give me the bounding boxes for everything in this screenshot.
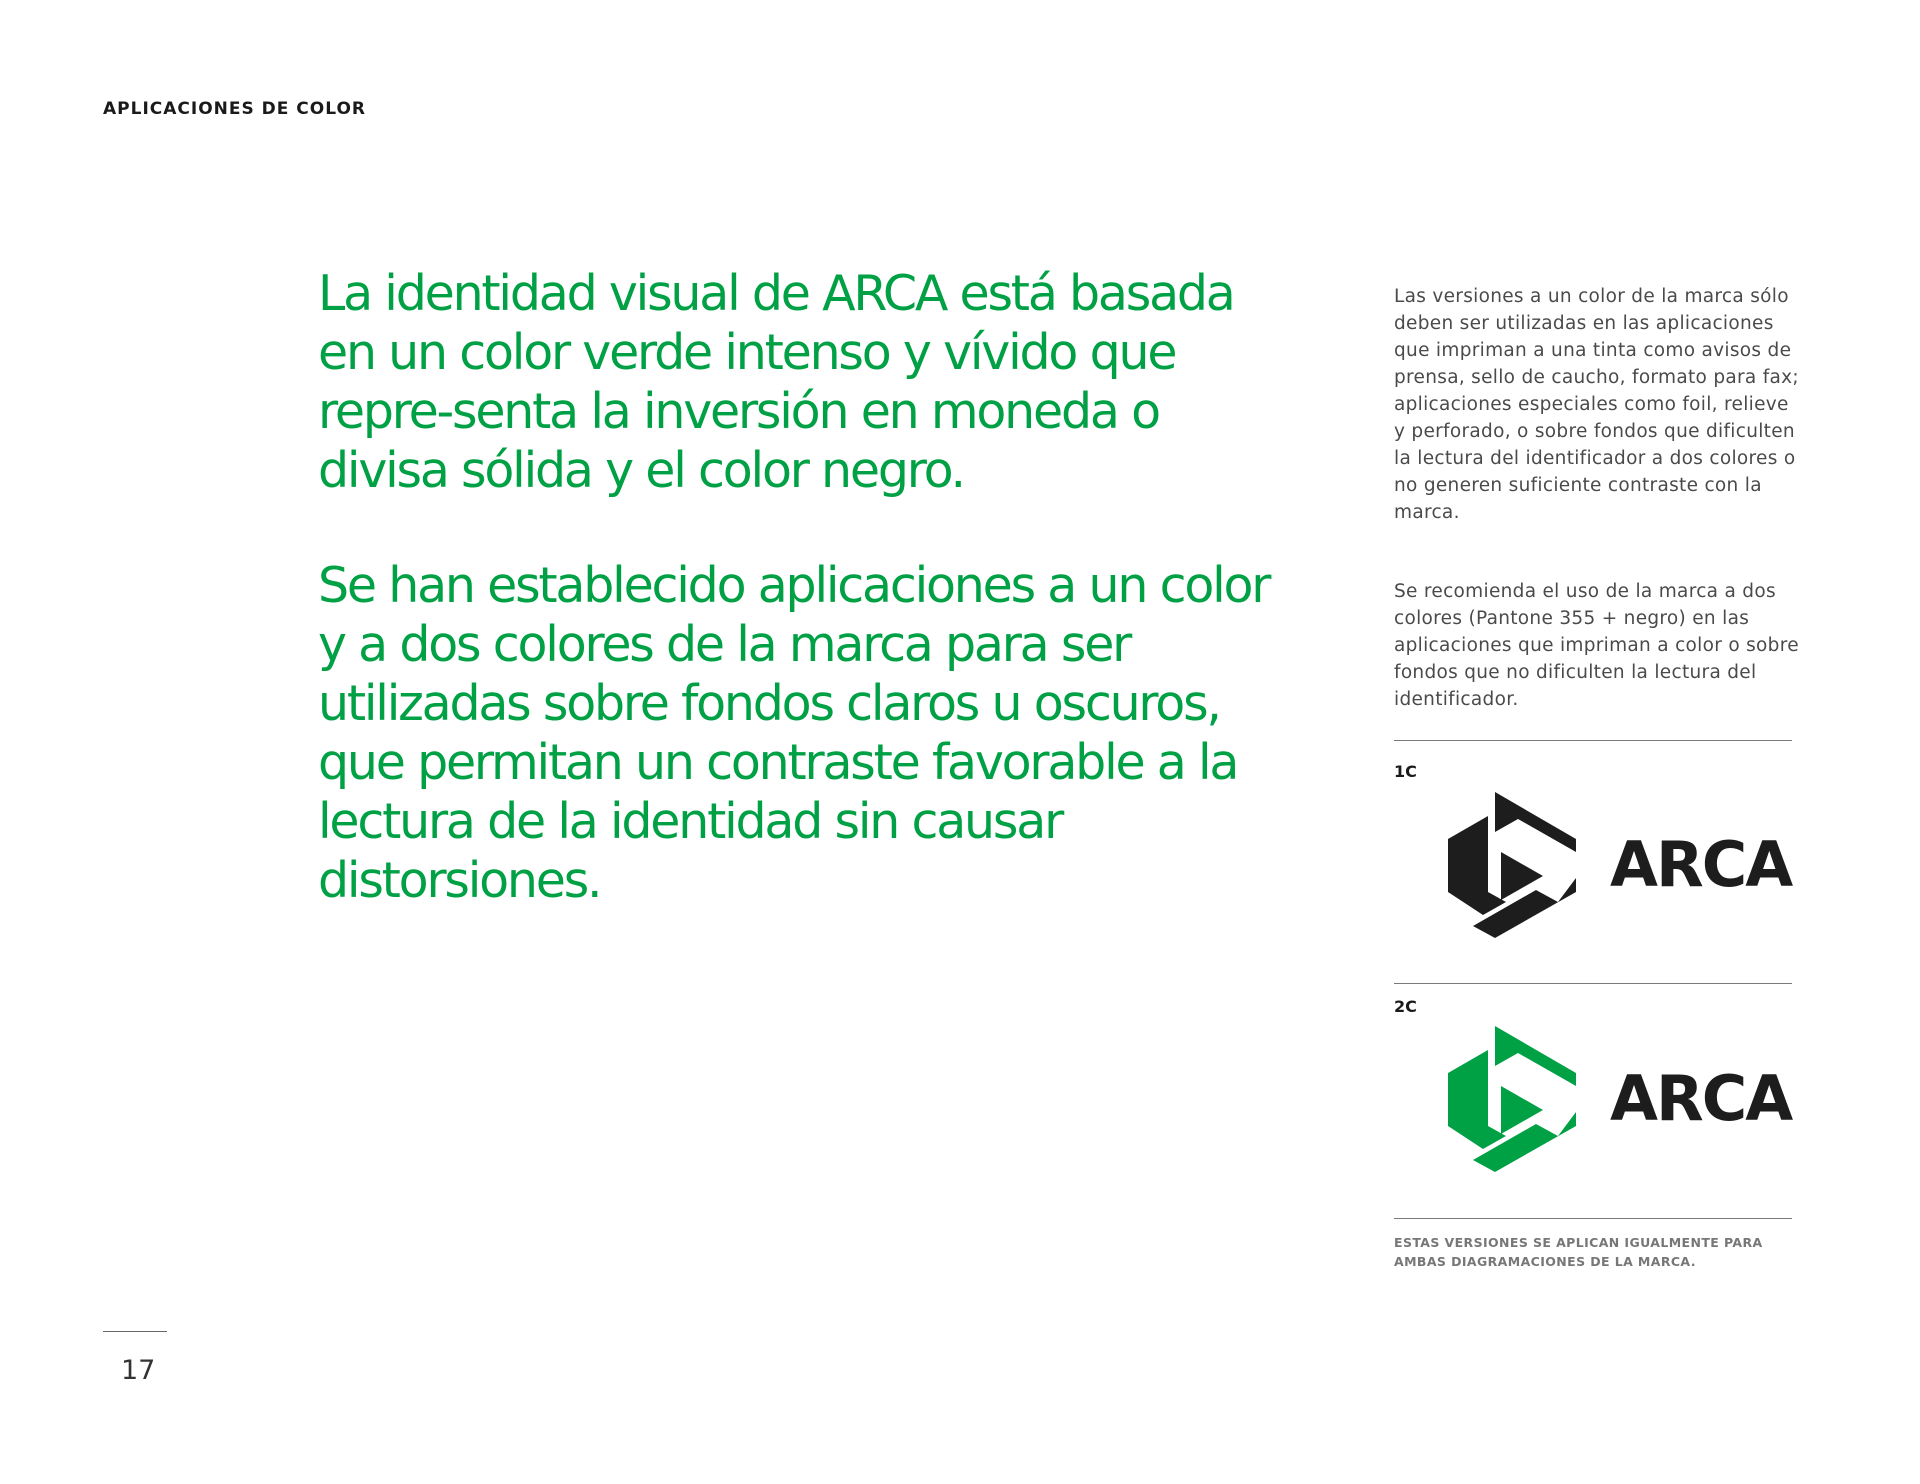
divider bbox=[1394, 1218, 1792, 1219]
arca-emblem-icon bbox=[1448, 1026, 1578, 1172]
wordmark: ARCA bbox=[1610, 828, 1792, 901]
wordmark: ARCA bbox=[1610, 1062, 1792, 1135]
lead-paragraph-1: La identidad visual de ARCA está basada en un color verde intenso y vívido que repre-senta la inversión en moneda o divisa sólida y el color negro. bbox=[318, 265, 1234, 499]
arca-emblem-icon bbox=[1448, 792, 1578, 938]
sidebar-paragraph-1: Las versiones a un color de la marca sólo deben ser utilizadas en las aplicaciones que impriman a una tinta como avisos de prensa, sello de caucho, formato para fax; aplicaciones especiales como foil, relieve y perforado, o sobre fondos que dificulten la lectura del identificador a dos colores o no generen suficiente contraste con la marca. bbox=[1394, 286, 1799, 523]
footnote: ESTAS VERSIONES SE APLICAN IGUALMENTE PARA AMBAS DIAGRAMACIONES DE LA MARCA. bbox=[1394, 1235, 1763, 1269]
section-title: APLICACIONES DE COLOR bbox=[103, 99, 367, 119]
page-number: 17 bbox=[121, 1355, 156, 1386]
sidebar-paragraph-2: Se recomienda el uso de la marca a dos colores (Pantone 355 + negro) en las aplicaciones que impriman a color o sobre fondos que no dificulten la lectura del identificador. bbox=[1394, 581, 1799, 710]
divider bbox=[1394, 983, 1792, 984]
version-label-1c: 1C bbox=[1394, 762, 1417, 781]
lead-paragraph-2: Se han establecido aplicaciones a un color y a dos colores de la marca para ser utilizadas sobre fondos claros u oscuros, que permitan un contraste favorable a la lectura de la identidad sin causar distorsiones. bbox=[318, 557, 1270, 909]
page-number-rule bbox=[103, 1331, 167, 1332]
divider bbox=[1394, 740, 1792, 741]
version-label-2c: 2C bbox=[1394, 997, 1417, 1016]
